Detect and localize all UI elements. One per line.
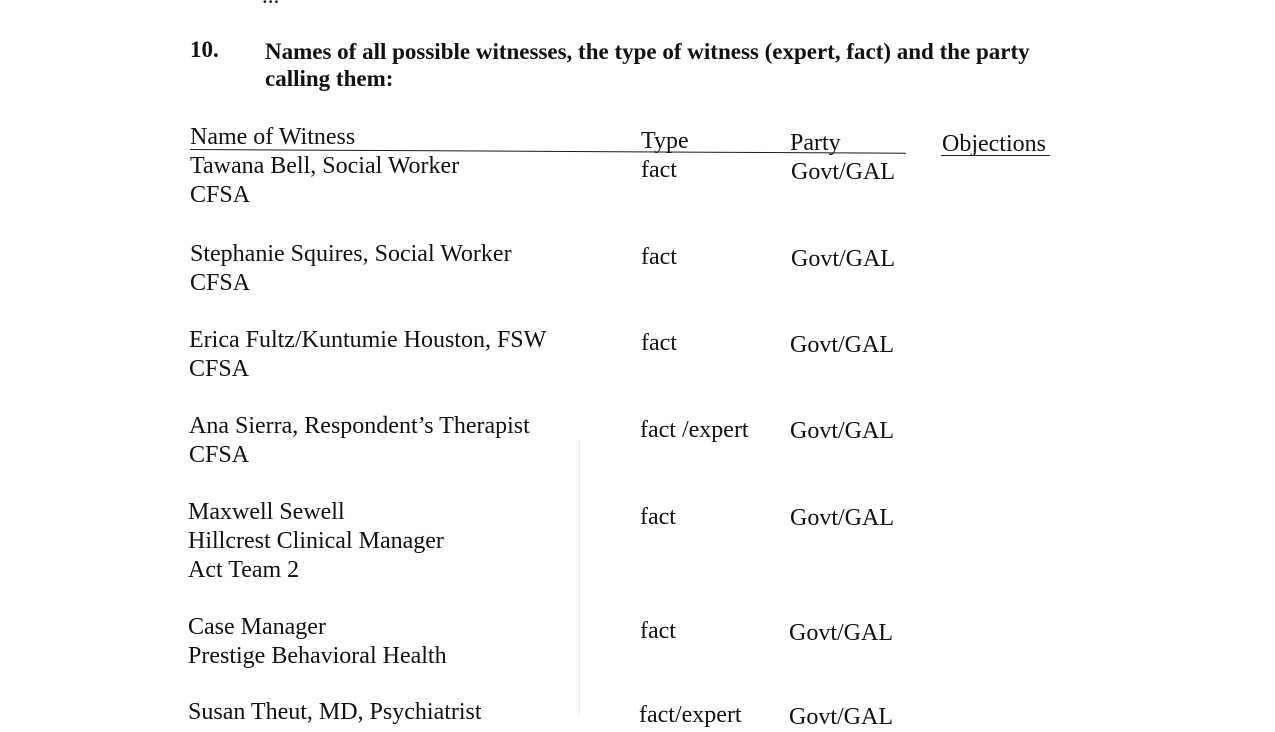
witness-name: Tawana Bell, Social Worker	[190, 153, 460, 179]
witness-name-cell	[188, 698, 482, 727]
witness-name-cell	[188, 613, 447, 671]
witness-party: Govt/GAL	[790, 418, 894, 444]
witness-party: Govt/GAL	[789, 704, 893, 730]
witness-name: Maxwell Sewell	[188, 499, 345, 525]
witness-party: Govt/GAL	[790, 332, 894, 358]
witness-party: Govt/GAL	[790, 505, 894, 531]
witness-name-cell	[190, 152, 459, 210]
witness-affiliation: CFSA	[190, 182, 251, 208]
witness-name-cell	[188, 498, 444, 585]
section-heading: Names of all possible witnesses, the type of witness (expert, fact) and the party calling them:	[265, 39, 1030, 91]
scan-artifact-line	[579, 440, 580, 717]
witness-type: fact	[640, 618, 676, 644]
witness-affiliation: Act Team 2	[188, 557, 300, 583]
witness-type: fact	[640, 504, 676, 530]
witness-party: Govt/GAL	[791, 159, 895, 185]
witness-name-cell	[190, 240, 512, 298]
header-party: Party	[790, 130, 841, 156]
witness-type: fact	[641, 244, 677, 270]
witness-type: fact /expert	[640, 417, 749, 443]
witness-type: fact/expert	[639, 702, 742, 728]
witness-type: fact	[641, 330, 677, 356]
witness-affiliation: CFSA	[190, 270, 251, 296]
objections-underline	[941, 155, 1050, 156]
witness-affiliation: CFSA	[189, 442, 250, 468]
witness-party: Govt/GAL	[791, 246, 895, 272]
witness-name-cell	[189, 412, 530, 470]
previous-text-fragment	[262, 0, 279, 6]
witness-affiliation: Prestige Behavioral Health	[188, 643, 447, 669]
witness-name-cell	[189, 326, 546, 384]
witness-name: Erica Fultz/Kuntumie Houston, FSW	[189, 327, 547, 353]
witness-name: Stephanie Squires, Social Worker	[190, 241, 512, 267]
witness-affiliation: Hillcrest Clinical Manager	[188, 528, 444, 554]
witness-type: fact	[641, 157, 677, 183]
witness-name: Ana Sierra, Respondent’s Therapist	[189, 413, 530, 439]
header-type: Type	[641, 128, 689, 154]
section-number: 10.	[190, 37, 219, 62]
witness-party: Govt/GAL	[789, 620, 893, 646]
header-objections: Objections	[942, 131, 1046, 157]
witness-name: Susan Theut, MD, Psychiatrist	[188, 699, 482, 725]
witness-name: Case Manager	[188, 614, 326, 640]
witness-affiliation: CFSA	[189, 356, 250, 382]
header-name-of-witness: Name of Witness	[190, 124, 356, 150]
